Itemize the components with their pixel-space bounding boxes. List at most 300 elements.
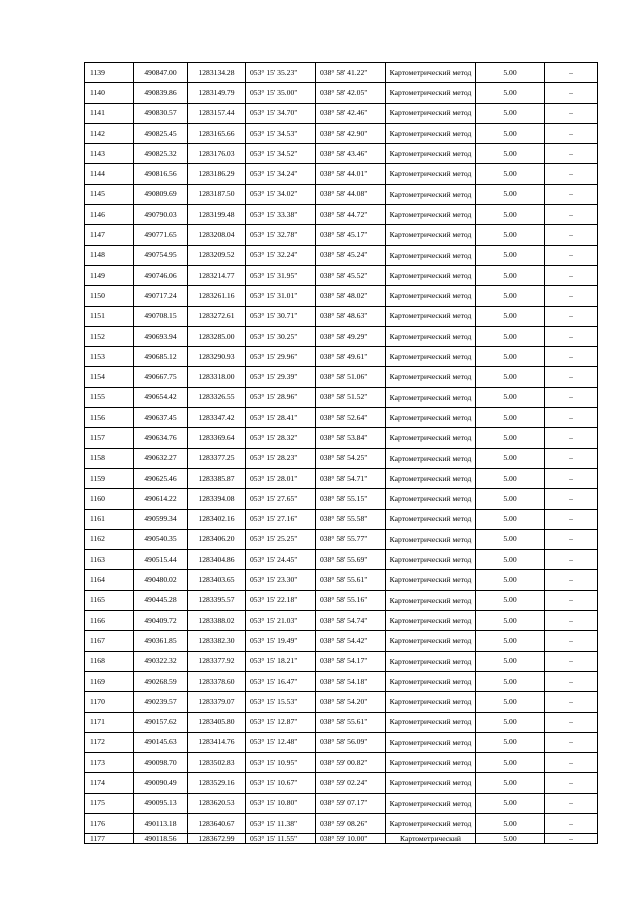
table-row	[85, 773, 598, 793]
point-number-cell: 1160	[85, 489, 134, 509]
dash-cell: –	[545, 773, 598, 793]
x-coordinate-cell: 490809.69	[134, 184, 188, 204]
table-row	[85, 286, 598, 306]
dash-cell: –	[545, 793, 598, 813]
x-coordinate-cell: 490095.13	[134, 793, 188, 813]
accuracy-cell: 5.00	[476, 184, 545, 204]
x-coordinate-cell: 490825.45	[134, 123, 188, 143]
latitude-cell: 053° 15' 34.70"	[246, 103, 316, 123]
method-cell: Картометрический метод	[386, 83, 476, 103]
latitude-cell: 053° 15' 10.80"	[246, 793, 316, 813]
y-coordinate-cell: 1283502.83	[188, 753, 246, 773]
accuracy-cell: 5.00	[476, 834, 545, 844]
longitude-cell: 038° 58' 55.61"	[316, 712, 386, 732]
latitude-cell: 053° 15' 29.96"	[246, 347, 316, 367]
y-coordinate-cell: 1283395.57	[188, 590, 246, 610]
point-number-cell: 1172	[85, 732, 134, 752]
dash-cell: –	[545, 834, 598, 844]
x-coordinate-cell: 490839.86	[134, 83, 188, 103]
x-coordinate-cell: 490515.44	[134, 550, 188, 570]
y-coordinate-cell: 1283214.77	[188, 265, 246, 285]
y-coordinate-cell: 1283209.52	[188, 245, 246, 265]
y-coordinate-cell: 1283347.42	[188, 408, 246, 428]
y-coordinate-cell: 1283414.76	[188, 732, 246, 752]
point-number-cell: 1161	[85, 509, 134, 529]
point-number-cell: 1162	[85, 529, 134, 549]
accuracy-cell: 5.00	[476, 103, 545, 123]
point-number-cell: 1147	[85, 225, 134, 245]
x-coordinate-cell: 490771.65	[134, 225, 188, 245]
latitude-cell: 053° 15' 11.55"	[246, 834, 316, 844]
longitude-cell: 038° 58' 53.84"	[316, 428, 386, 448]
y-coordinate-cell: 1283290.93	[188, 347, 246, 367]
method-cell: Картометрический метод	[386, 306, 476, 326]
latitude-cell: 053° 15' 29.39"	[246, 367, 316, 387]
method-cell: Картометрический метод	[386, 286, 476, 306]
y-coordinate-cell: 1283165.66	[188, 123, 246, 143]
accuracy-cell: 5.00	[476, 611, 545, 631]
dash-cell: –	[545, 509, 598, 529]
x-coordinate-cell: 490717.24	[134, 286, 188, 306]
y-coordinate-cell: 1283403.65	[188, 570, 246, 590]
y-coordinate-cell: 1283187.50	[188, 184, 246, 204]
longitude-cell: 038° 58' 42.90"	[316, 123, 386, 143]
method-cell: Картометрический метод	[386, 631, 476, 651]
method-cell: Картометрический метод	[386, 570, 476, 590]
method-cell: Картометрический метод	[386, 753, 476, 773]
longitude-cell: 038° 59' 08.26"	[316, 813, 386, 833]
accuracy-cell: 5.00	[476, 63, 545, 83]
table-row	[85, 732, 598, 752]
y-coordinate-cell: 1283529.16	[188, 773, 246, 793]
accuracy-cell: 5.00	[476, 286, 545, 306]
latitude-cell: 053° 15' 32.78"	[246, 225, 316, 245]
latitude-cell: 053° 15' 28.23"	[246, 448, 316, 468]
accuracy-cell: 5.00	[476, 651, 545, 671]
accuracy-cell: 5.00	[476, 631, 545, 651]
x-coordinate-cell: 490667.75	[134, 367, 188, 387]
point-number-cell: 1146	[85, 205, 134, 225]
latitude-cell: 053° 15' 28.41"	[246, 408, 316, 428]
y-coordinate-cell: 1283379.07	[188, 692, 246, 712]
y-coordinate-cell: 1283186.29	[188, 164, 246, 184]
y-coordinate-cell: 1283385.87	[188, 468, 246, 488]
latitude-cell: 053° 15' 32.24"	[246, 245, 316, 265]
accuracy-cell: 5.00	[476, 529, 545, 549]
dash-cell: –	[545, 570, 598, 590]
method-cell: Картометрический метод	[386, 408, 476, 428]
latitude-cell: 053° 15' 31.01"	[246, 286, 316, 306]
table-body	[85, 63, 598, 844]
longitude-cell: 038° 58' 56.09"	[316, 732, 386, 752]
point-number-cell: 1148	[85, 245, 134, 265]
x-coordinate-cell: 490847.00	[134, 63, 188, 83]
point-number-cell: 1153	[85, 347, 134, 367]
latitude-cell: 053° 15' 10.67"	[246, 773, 316, 793]
y-coordinate-cell: 1283272.61	[188, 306, 246, 326]
point-number-cell: 1158	[85, 448, 134, 468]
dash-cell: –	[545, 611, 598, 631]
table-row	[85, 245, 598, 265]
method-cell: Картометрический метод	[386, 468, 476, 488]
latitude-cell: 053° 15' 28.01"	[246, 468, 316, 488]
table-row	[85, 753, 598, 773]
y-coordinate-cell: 1283405.80	[188, 712, 246, 732]
latitude-cell: 053° 15' 19.49"	[246, 631, 316, 651]
point-number-cell: 1152	[85, 326, 134, 346]
method-cell: Картометрический метод	[386, 590, 476, 610]
longitude-cell: 038° 58' 44.01"	[316, 164, 386, 184]
dash-cell: –	[545, 164, 598, 184]
point-number-cell: 1145	[85, 184, 134, 204]
x-coordinate-cell: 490654.42	[134, 387, 188, 407]
x-coordinate-cell: 490790.03	[134, 205, 188, 225]
x-coordinate-cell: 490830.57	[134, 103, 188, 123]
table-row	[85, 347, 598, 367]
dash-cell: –	[545, 367, 598, 387]
x-coordinate-cell: 490746.06	[134, 265, 188, 285]
longitude-cell: 038° 58' 44.08"	[316, 184, 386, 204]
latitude-cell: 053° 15' 22.18"	[246, 590, 316, 610]
y-coordinate-cell: 1283388.02	[188, 611, 246, 631]
y-coordinate-cell: 1283404.86	[188, 550, 246, 570]
longitude-cell: 038° 58' 55.58"	[316, 509, 386, 529]
table-row	[85, 611, 598, 631]
dash-cell: –	[545, 590, 598, 610]
longitude-cell: 038° 59' 02.24"	[316, 773, 386, 793]
table-row	[85, 671, 598, 691]
table-row	[85, 509, 598, 529]
x-coordinate-cell: 490685.12	[134, 347, 188, 367]
table-row	[85, 123, 598, 143]
point-number-cell: 1174	[85, 773, 134, 793]
point-number-cell: 1168	[85, 651, 134, 671]
longitude-cell: 038° 58' 55.77"	[316, 529, 386, 549]
accuracy-cell: 5.00	[476, 83, 545, 103]
accuracy-cell: 5.00	[476, 408, 545, 428]
table-row	[85, 813, 598, 833]
method-cell: Картометрический метод	[386, 509, 476, 529]
method-cell: Картометрический метод	[386, 103, 476, 123]
table-row	[85, 326, 598, 346]
longitude-cell: 038° 59' 00.82"	[316, 753, 386, 773]
table-row	[85, 144, 598, 164]
longitude-cell: 038° 58' 54.20"	[316, 692, 386, 712]
method-cell: Картометрический метод	[386, 123, 476, 143]
longitude-cell: 038° 58' 54.42"	[316, 631, 386, 651]
latitude-cell: 053° 15' 12.87"	[246, 712, 316, 732]
longitude-cell: 038° 58' 49.61"	[316, 347, 386, 367]
x-coordinate-cell: 490445.28	[134, 590, 188, 610]
method-cell: Картометрический метод	[386, 164, 476, 184]
method-cell: Картометрический метод	[386, 732, 476, 752]
x-coordinate-cell: 490480.02	[134, 570, 188, 590]
point-number-cell: 1156	[85, 408, 134, 428]
method-cell: Картометрический метод	[386, 225, 476, 245]
x-coordinate-cell: 490540.35	[134, 529, 188, 549]
method-cell: Картометрический метод	[386, 144, 476, 164]
method-cell: Картометрический метод	[386, 367, 476, 387]
dash-cell: –	[545, 631, 598, 651]
latitude-cell: 053° 15' 31.95"	[246, 265, 316, 285]
accuracy-cell: 5.00	[476, 732, 545, 752]
dash-cell: –	[545, 286, 598, 306]
dash-cell: –	[545, 184, 598, 204]
accuracy-cell: 5.00	[476, 448, 545, 468]
longitude-cell: 038° 59' 07.17"	[316, 793, 386, 813]
longitude-cell: 038° 58' 55.61"	[316, 570, 386, 590]
dash-cell: –	[545, 387, 598, 407]
dash-cell: –	[545, 448, 598, 468]
x-coordinate-cell: 490145.63	[134, 732, 188, 752]
table-row	[85, 408, 598, 428]
latitude-cell: 053° 15' 34.02"	[246, 184, 316, 204]
point-number-cell: 1144	[85, 164, 134, 184]
longitude-cell: 038° 58' 42.46"	[316, 103, 386, 123]
accuracy-cell: 5.00	[476, 550, 545, 570]
y-coordinate-cell: 1283402.16	[188, 509, 246, 529]
point-number-cell: 1175	[85, 793, 134, 813]
y-coordinate-cell: 1283369.64	[188, 428, 246, 448]
dash-cell: –	[545, 225, 598, 245]
method-cell: Картометрический метод	[386, 671, 476, 691]
point-number-cell: 1177	[85, 834, 134, 844]
x-coordinate-cell: 490322.32	[134, 651, 188, 671]
latitude-cell: 053° 15' 34.24"	[246, 164, 316, 184]
longitude-cell: 038° 58' 44.72"	[316, 205, 386, 225]
longitude-cell: 038° 58' 55.16"	[316, 590, 386, 610]
table-row	[85, 550, 598, 570]
x-coordinate-cell: 490816.56	[134, 164, 188, 184]
table-row	[85, 387, 598, 407]
point-number-cell: 1141	[85, 103, 134, 123]
accuracy-cell: 5.00	[476, 387, 545, 407]
accuracy-cell: 5.00	[476, 813, 545, 833]
latitude-cell: 053° 15' 27.16"	[246, 509, 316, 529]
table-row	[85, 590, 598, 610]
method-cell: Картометрический метод	[386, 489, 476, 509]
point-number-cell: 1155	[85, 387, 134, 407]
dash-cell: –	[545, 408, 598, 428]
longitude-cell: 038° 58' 43.46"	[316, 144, 386, 164]
table-row	[85, 306, 598, 326]
longitude-cell: 038° 58' 41.22"	[316, 63, 386, 83]
y-coordinate-cell: 1283377.92	[188, 651, 246, 671]
table-row	[85, 103, 598, 123]
longitude-cell: 038° 58' 45.24"	[316, 245, 386, 265]
dash-cell: –	[545, 753, 598, 773]
dash-cell: –	[545, 265, 598, 285]
x-coordinate-cell: 490599.34	[134, 509, 188, 529]
method-cell: Картометрический метод	[386, 773, 476, 793]
method-cell: Картометрический метод	[386, 793, 476, 813]
y-coordinate-cell: 1283149.79	[188, 83, 246, 103]
x-coordinate-cell: 490118.56	[134, 834, 188, 844]
latitude-cell: 053° 15' 35.23"	[246, 63, 316, 83]
accuracy-cell: 5.00	[476, 590, 545, 610]
longitude-cell: 038° 58' 51.52"	[316, 387, 386, 407]
dash-cell: –	[545, 428, 598, 448]
x-coordinate-cell: 490632.27	[134, 448, 188, 468]
accuracy-cell: 5.00	[476, 306, 545, 326]
accuracy-cell: 5.00	[476, 225, 545, 245]
point-number-cell: 1154	[85, 367, 134, 387]
point-number-cell: 1176	[85, 813, 134, 833]
latitude-cell: 053° 15' 16.47"	[246, 671, 316, 691]
y-coordinate-cell: 1283134.28	[188, 63, 246, 83]
point-number-cell: 1139	[85, 63, 134, 83]
dash-cell: –	[545, 205, 598, 225]
table-row	[85, 631, 598, 651]
point-number-cell: 1166	[85, 611, 134, 631]
y-coordinate-cell: 1283378.60	[188, 671, 246, 691]
method-cell: Картометрический	[386, 834, 476, 844]
point-number-cell: 1171	[85, 712, 134, 732]
longitude-cell: 038° 58' 51.06"	[316, 367, 386, 387]
dash-cell: –	[545, 489, 598, 509]
dash-cell: –	[545, 245, 598, 265]
method-cell: Картометрический метод	[386, 448, 476, 468]
longitude-cell: 038° 58' 42.05"	[316, 83, 386, 103]
longitude-cell: 038° 58' 54.25"	[316, 448, 386, 468]
y-coordinate-cell: 1283176.03	[188, 144, 246, 164]
x-coordinate-cell: 490825.32	[134, 144, 188, 164]
dash-cell: –	[545, 692, 598, 712]
dash-cell: –	[545, 529, 598, 549]
accuracy-cell: 5.00	[476, 428, 545, 448]
table-row	[85, 184, 598, 204]
accuracy-cell: 5.00	[476, 347, 545, 367]
method-cell: Картометрический метод	[386, 529, 476, 549]
point-number-cell: 1149	[85, 265, 134, 285]
x-coordinate-cell: 490708.15	[134, 306, 188, 326]
dash-cell: –	[545, 123, 598, 143]
point-number-cell: 1165	[85, 590, 134, 610]
latitude-cell: 053° 15' 34.52"	[246, 144, 316, 164]
y-coordinate-cell: 1283326.55	[188, 387, 246, 407]
method-cell: Картометрический метод	[386, 63, 476, 83]
accuracy-cell: 5.00	[476, 712, 545, 732]
method-cell: Картометрический метод	[386, 245, 476, 265]
table-row	[85, 63, 598, 83]
point-number-cell: 1169	[85, 671, 134, 691]
method-cell: Картометрический метод	[386, 428, 476, 448]
table-row	[85, 651, 598, 671]
point-number-cell: 1170	[85, 692, 134, 712]
y-coordinate-cell: 1283285.00	[188, 326, 246, 346]
table-row	[85, 468, 598, 488]
accuracy-cell: 5.00	[476, 692, 545, 712]
dash-cell: –	[545, 712, 598, 732]
method-cell: Картометрический метод	[386, 611, 476, 631]
latitude-cell: 053° 15' 11.38"	[246, 813, 316, 833]
latitude-cell: 053° 15' 30.25"	[246, 326, 316, 346]
method-cell: Картометрический метод	[386, 712, 476, 732]
accuracy-cell: 5.00	[476, 753, 545, 773]
accuracy-cell: 5.00	[476, 468, 545, 488]
accuracy-cell: 5.00	[476, 164, 545, 184]
y-coordinate-cell: 1283261.16	[188, 286, 246, 306]
table-row	[85, 692, 598, 712]
x-coordinate-cell: 490098.70	[134, 753, 188, 773]
x-coordinate-cell: 490157.62	[134, 712, 188, 732]
method-cell: Картометрический метод	[386, 184, 476, 204]
longitude-cell: 038° 58' 45.52"	[316, 265, 386, 285]
latitude-cell: 053° 15' 12.48"	[246, 732, 316, 752]
point-number-cell: 1151	[85, 306, 134, 326]
x-coordinate-cell: 490637.45	[134, 408, 188, 428]
point-number-cell: 1164	[85, 570, 134, 590]
method-cell: Картометрический метод	[386, 813, 476, 833]
dash-cell: –	[545, 732, 598, 752]
table-row	[85, 793, 598, 813]
latitude-cell: 053° 15' 21.03"	[246, 611, 316, 631]
method-cell: Картометрический метод	[386, 347, 476, 367]
dash-cell: –	[545, 63, 598, 83]
x-coordinate-cell: 490113.18	[134, 813, 188, 833]
y-coordinate-cell: 1283377.25	[188, 448, 246, 468]
longitude-cell: 038° 58' 54.17"	[316, 651, 386, 671]
x-coordinate-cell: 490409.72	[134, 611, 188, 631]
longitude-cell: 038° 58' 48.63"	[316, 306, 386, 326]
latitude-cell: 053° 15' 23.30"	[246, 570, 316, 590]
y-coordinate-cell: 1283620.53	[188, 793, 246, 813]
accuracy-cell: 5.00	[476, 367, 545, 387]
accuracy-cell: 5.00	[476, 265, 545, 285]
method-cell: Картометрический метод	[386, 651, 476, 671]
x-coordinate-cell: 490625.46	[134, 468, 188, 488]
dash-cell: –	[545, 468, 598, 488]
point-number-cell: 1163	[85, 550, 134, 570]
coordinates-table	[84, 62, 598, 844]
longitude-cell: 038° 59' 10.00"	[316, 834, 386, 844]
accuracy-cell: 5.00	[476, 793, 545, 813]
y-coordinate-cell: 1283406.20	[188, 529, 246, 549]
accuracy-cell: 5.00	[476, 489, 545, 509]
y-coordinate-cell: 1283672.99	[188, 834, 246, 844]
dash-cell: –	[545, 83, 598, 103]
longitude-cell: 038° 58' 54.18"	[316, 671, 386, 691]
latitude-cell: 053° 15' 15.53"	[246, 692, 316, 712]
table-row	[85, 428, 598, 448]
dash-cell: –	[545, 813, 598, 833]
dash-cell: –	[545, 651, 598, 671]
dash-cell: –	[545, 550, 598, 570]
table-row	[85, 225, 598, 245]
accuracy-cell: 5.00	[476, 671, 545, 691]
method-cell: Картометрический метод	[386, 205, 476, 225]
table-row	[85, 489, 598, 509]
point-number-cell: 1167	[85, 631, 134, 651]
latitude-cell: 053° 15' 18.21"	[246, 651, 316, 671]
method-cell: Картометрический метод	[386, 326, 476, 346]
latitude-cell: 053° 15' 30.71"	[246, 306, 316, 326]
table-row	[85, 529, 598, 549]
longitude-cell: 038° 58' 55.15"	[316, 489, 386, 509]
x-coordinate-cell: 490239.57	[134, 692, 188, 712]
accuracy-cell: 5.00	[476, 144, 545, 164]
table-row	[85, 712, 598, 732]
accuracy-cell: 5.00	[476, 245, 545, 265]
y-coordinate-cell: 1283394.08	[188, 489, 246, 509]
method-cell: Картометрический метод	[386, 265, 476, 285]
dash-cell: –	[545, 103, 598, 123]
accuracy-cell: 5.00	[476, 205, 545, 225]
x-coordinate-cell: 490693.94	[134, 326, 188, 346]
longitude-cell: 038° 58' 52.64"	[316, 408, 386, 428]
latitude-cell: 053° 15' 27.65"	[246, 489, 316, 509]
table-row	[85, 83, 598, 103]
